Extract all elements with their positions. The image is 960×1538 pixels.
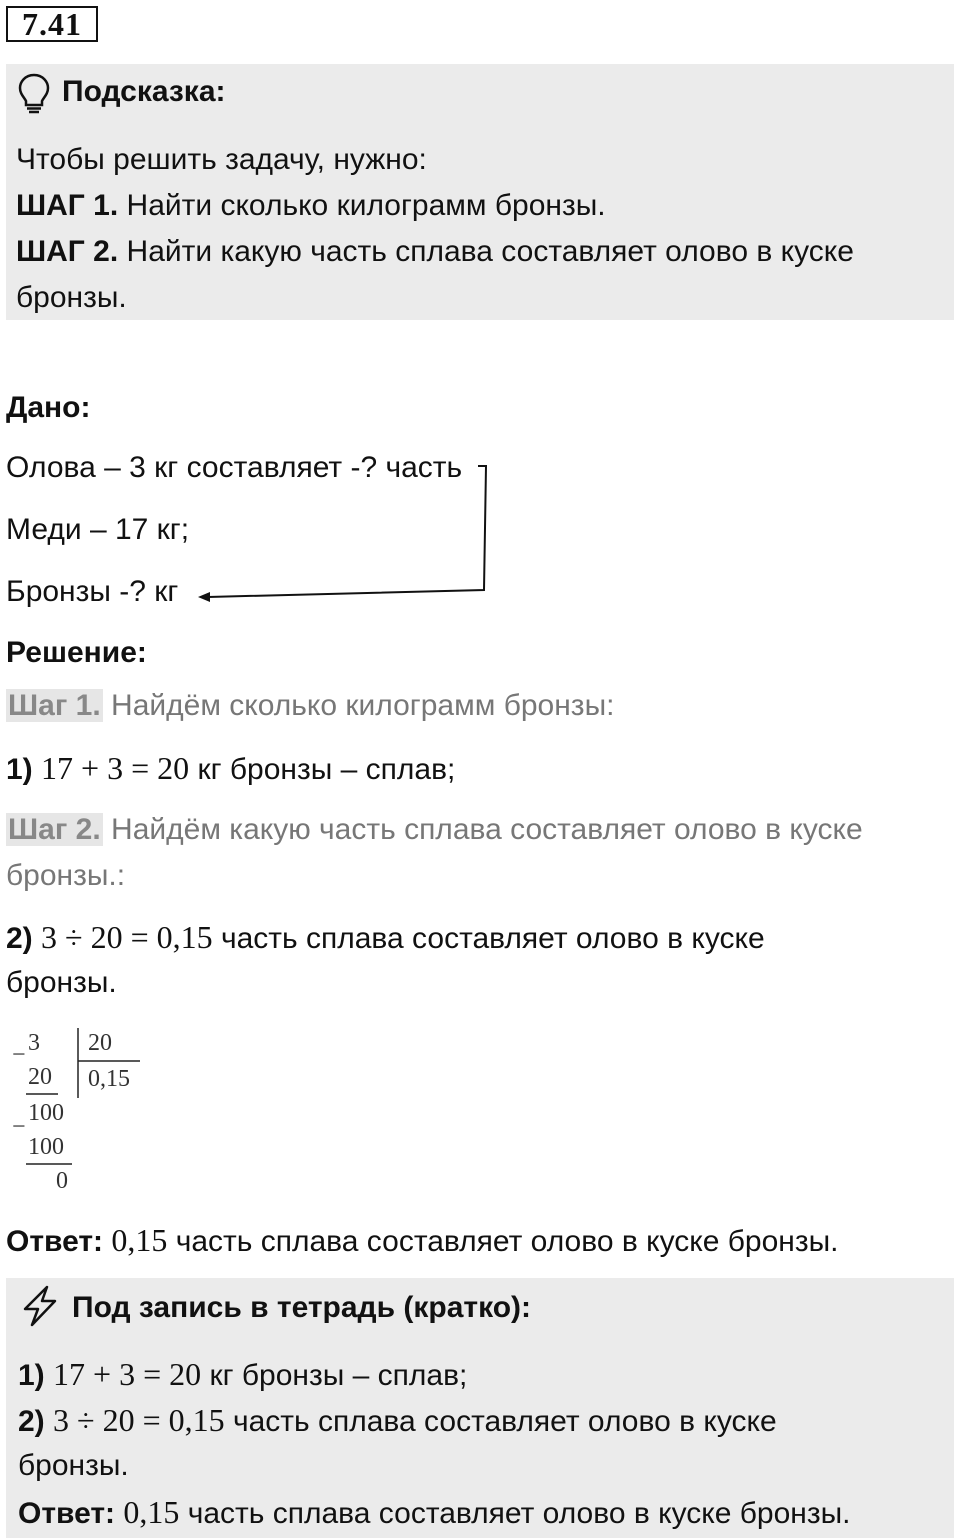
given-line-bronze: Бронзы -? кг xyxy=(6,575,179,608)
division-dividend: 3 xyxy=(28,1030,40,1056)
solution-calc2 xyxy=(6,917,765,959)
notebook-calc1-math: 17 + 3 = 20 xyxy=(53,1356,202,1392)
notebook-calc2-cont: бронзы. xyxy=(18,1449,129,1482)
given-line-copper: Меди – 17 кг; xyxy=(6,513,190,546)
solution-step2 xyxy=(6,810,863,850)
division-subtrahend-2: 100 xyxy=(28,1134,64,1160)
hint-step1-text: Найти сколько килограмм бронзы. xyxy=(118,189,606,222)
given-bracket-arrow xyxy=(0,0,960,640)
notebook-calc1-text: кг бронзы – сплав; xyxy=(201,1359,468,1392)
calc2-number: 2) xyxy=(6,922,33,955)
answer-label: Ответ: xyxy=(6,1225,104,1258)
solution-step1-label: Шаг 1. xyxy=(8,689,101,722)
long-division xyxy=(0,1024,160,1196)
solution-title: Решение: xyxy=(6,636,147,669)
division-divisor: 20 xyxy=(88,1030,112,1056)
notebook-answer-text: часть сплава составляет олово в куске бронзы. xyxy=(179,1497,851,1530)
solution-step1 xyxy=(6,686,614,726)
solution-step2-text: Найдём какую часть сплава составляет олово в куске xyxy=(102,813,863,846)
notebook-calc2-number: 2) xyxy=(18,1405,45,1438)
notebook-calc1 xyxy=(18,1354,467,1396)
notebook-answer xyxy=(18,1492,851,1534)
division-minus-2: − xyxy=(12,1114,26,1140)
solution-step2-label: Шаг 2. xyxy=(8,813,101,846)
division-lines xyxy=(0,1024,160,1196)
division-subtrahend-1: 20 xyxy=(28,1064,52,1090)
given-title: Дано: xyxy=(6,391,91,424)
notebook-calc2-text: часть сплава составляет олово в куске xyxy=(224,1405,777,1438)
solution-calc2-cont: бронзы. xyxy=(6,966,117,999)
solution-step2-cont: бронзы.: xyxy=(6,859,126,892)
calc1-number: 1) xyxy=(6,753,33,786)
hint-title: Подсказка: xyxy=(62,75,226,108)
notebook-answer-math: 0,15 xyxy=(123,1494,180,1530)
calc2-text: часть сплава составляет олово в куске xyxy=(212,922,765,955)
hint-step2-text: Найти какую часть сплава составляет олово в куске xyxy=(118,235,854,268)
notebook-calc2-math: 3 ÷ 20 = 0,15 xyxy=(53,1402,225,1438)
solution-calc1 xyxy=(6,748,455,790)
lightning-icon xyxy=(18,1284,62,1328)
hint-step2-cont: бронзы. xyxy=(16,281,127,314)
division-minus-1: − xyxy=(12,1042,26,1068)
division-remainder-1: 100 xyxy=(28,1100,64,1126)
notebook-answer-label: Ответ: xyxy=(18,1497,116,1530)
answer-math: 0,15 xyxy=(111,1222,168,1258)
solution-step1-text: Найдём сколько килограмм бронзы: xyxy=(102,689,615,722)
notebook-box xyxy=(6,1278,954,1538)
notebook-calc1-number: 1) xyxy=(18,1359,45,1392)
calc1-text: кг бронзы – сплав; xyxy=(189,753,456,786)
division-remainder-2: 0 xyxy=(56,1168,68,1194)
hint-step2-label: ШАГ 2. xyxy=(16,235,119,268)
notebook-calc2 xyxy=(18,1400,777,1442)
division-quotient: 0,15 xyxy=(88,1066,130,1092)
notebook-title: Под запись в тетрадь (кратко): xyxy=(72,1291,532,1324)
given-line-tin: Олова – 3 кг составляет -? часть xyxy=(6,451,463,484)
hint-step1-label: ШАГ 1. xyxy=(16,189,119,222)
calc1-math: 17 + 3 = 20 xyxy=(41,750,190,786)
calc2-math: 3 ÷ 20 = 0,15 xyxy=(41,919,213,955)
hint-intro: Чтобы решить задачу, нужно: xyxy=(16,143,427,176)
task-number: 7.41 xyxy=(6,6,98,42)
solution-answer xyxy=(6,1220,839,1262)
answer-text: часть сплава составляет олово в куске бронзы. xyxy=(167,1225,839,1258)
